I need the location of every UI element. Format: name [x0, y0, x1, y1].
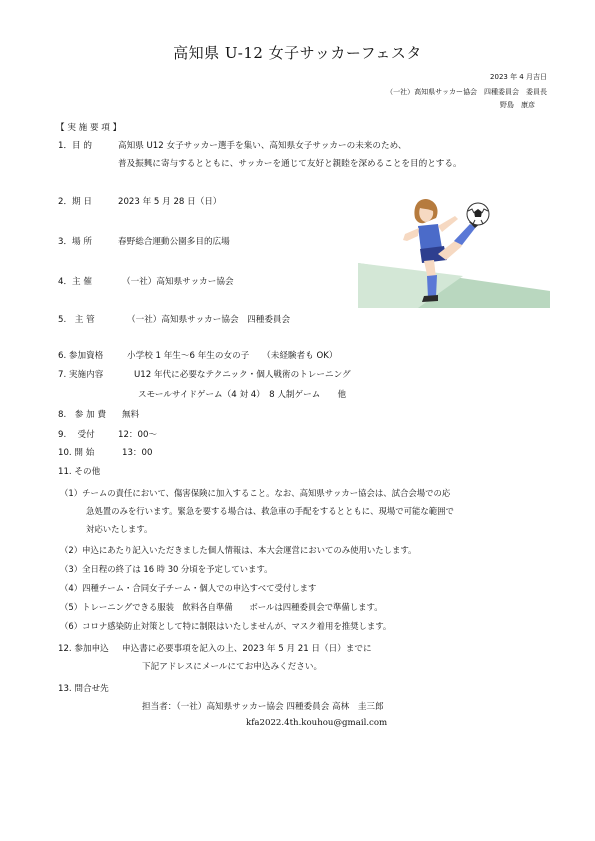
- start-value: 13：00: [122, 448, 153, 458]
- eligibility-value: 小学校 1 年生～6 年生の女の子 （未経験者も OK）: [127, 351, 338, 361]
- note-2: （2）申込にあたり記入いただきました個人情報は、本大会運営においてのみ使用いたします。: [60, 545, 417, 555]
- host-value: （一社）高知県サッカー協会: [122, 277, 234, 287]
- application-line-2: 下記アドレスにメールにてお申込みください。: [142, 662, 323, 672]
- note-6: （6）コロナ感染防止対策として特に制限はいたしませんが、マスク着用を推奨します。: [60, 621, 392, 631]
- inquiry-label: 13. 問合せ先: [58, 684, 109, 694]
- eligibility-label: 6. 参加資格: [58, 351, 104, 361]
- content-value-1: U12 年代に必要なテクニック・個人戦術のトレーニング: [134, 370, 351, 380]
- purpose-label: 1．目 的: [58, 141, 92, 151]
- contact-person: 担当者：（一社）高知県サッカー協会 四種委員会 高林 圭三郎: [142, 702, 384, 712]
- fee-value: 無料: [122, 410, 140, 420]
- section-heading: 【 実 施 要 項 】: [56, 123, 122, 133]
- reception-value: 12：00～: [118, 430, 158, 440]
- manager-label: 5. 主 管: [58, 315, 95, 325]
- host-label: 4．主 催: [58, 277, 92, 287]
- date-value: 2023 年 5 月 28 日（日）: [118, 197, 222, 207]
- date-label: 2．期 日: [58, 197, 92, 207]
- soccer-ball-icon: [467, 203, 489, 225]
- manager-value: （一社）高知県サッカー協会 四種委員会: [127, 315, 291, 325]
- start-label: 10. 開 始: [58, 448, 95, 458]
- reception-label: 9. 受付: [58, 430, 95, 440]
- venue-label: 3．場 所: [58, 237, 92, 247]
- note-5: （5）トレーニングできる服装 飲料各自準備 ボールは四種委員会で準備します。: [60, 602, 383, 612]
- application-line-1: 申込書に必要事項を記入の上、2023 年 5 月 21 日（日）までに: [122, 644, 372, 654]
- note-1-line-1: （1）チームの責任において、傷害保険に加入すること。なお、高知県サッカー協会は、試合会場での応: [60, 488, 451, 498]
- purpose-line-2: 普及振興に寄与するとともに、サッカーを通じて友好と親睦を深めることを目的とする。: [118, 159, 462, 169]
- note-1-line-3: 対応いたします。: [86, 524, 153, 534]
- note-1-line-2: 急処置のみを行います。緊急を要する場合は、救急車の手配をするとともに、現場で可能な範囲で: [86, 506, 454, 516]
- other-label: 11. その他: [58, 467, 101, 477]
- page-title: 高知県 U-12 女子サッカーフェスタ: [173, 44, 422, 62]
- note-3: （3）全日程の終了は 16 時 30 分頃を予定しています。: [60, 564, 273, 574]
- chair-name: 野島 康彦: [500, 101, 535, 109]
- venue-value: 春野総合運動公園多目的広場: [118, 237, 230, 247]
- application-label: 12. 参加申込: [58, 644, 109, 654]
- contact-email: kfa2022.4th.kouhou@gmail.com: [246, 718, 388, 728]
- organizer-line: （一社）高知県サッカー協会 四種委員会 委員長: [386, 88, 547, 96]
- note-4: （4）四種チーム・合同女子チーム・個人での申込すべて受付します: [60, 583, 317, 593]
- content-label: 7. 実施内容: [58, 370, 104, 380]
- purpose-line-1: 高知県 U12 女子サッカー選手を集い、高知県女子サッカーの未来のため、: [118, 141, 407, 151]
- issue-date: 2023 年 4 月吉日: [490, 73, 547, 81]
- soccer-player-illustration: [358, 196, 550, 308]
- fee-label: 8. 参 加 費: [58, 410, 107, 420]
- content-value-2: スモールサイドゲーム（4 対 4） 8 人制ゲーム 他: [138, 390, 347, 400]
